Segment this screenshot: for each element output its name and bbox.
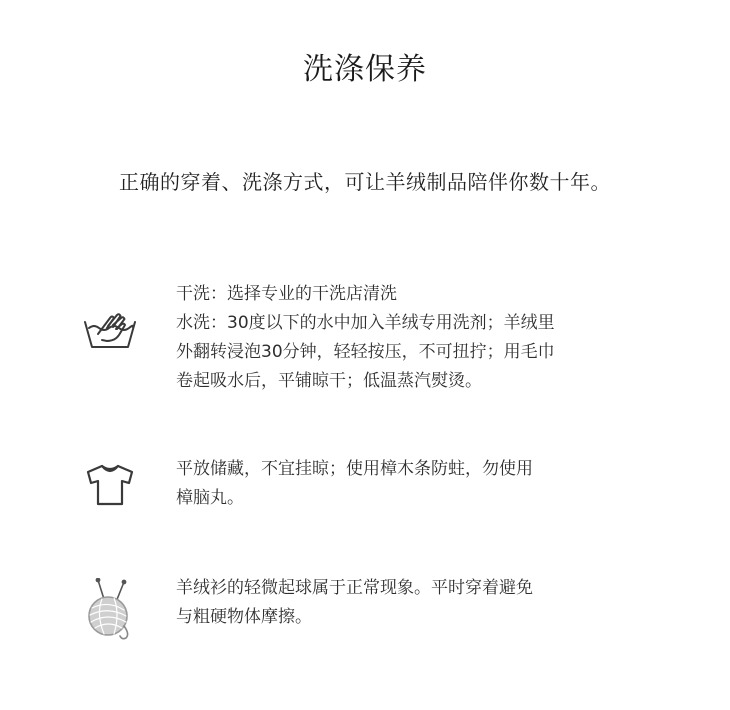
hand-wash-icon [82,312,142,352]
page-title: 洗涤保养 [303,52,427,87]
care-text-line: 水洗：30度以下的水中加入羊绒专用洗剂；羊绒里 [176,313,555,333]
care-text-line: 干洗：选择专业的干洗店清洗 [176,284,397,304]
care-text-washing [176,280,656,396]
tshirt-icon [84,462,136,508]
yarn-ball-icon [84,578,136,640]
care-text-line: 樟脑丸。 [176,488,244,508]
care-text-line: 羊绒衫的轻微起球属于正常现象。平时穿着避免 [176,578,533,598]
care-text-line: 平放储藏，不宜挂晾；使用樟木条防蛀，勿使用 [176,459,533,479]
care-text-storage [176,455,656,513]
care-text-line: 外翻转浸泡30分钟，轻轻按压，不可扭拧；用毛巾 [176,342,555,362]
care-text-pilling [176,574,656,632]
care-text-line: 卷起吸水后，平铺晾干；低温蒸汽熨烫。 [176,371,482,391]
page-subtitle: 正确的穿着、洗涤方式，可让羊绒制品陪伴你数十年。 [119,170,611,194]
care-text-line: 与粗硬物体摩擦。 [176,607,312,627]
